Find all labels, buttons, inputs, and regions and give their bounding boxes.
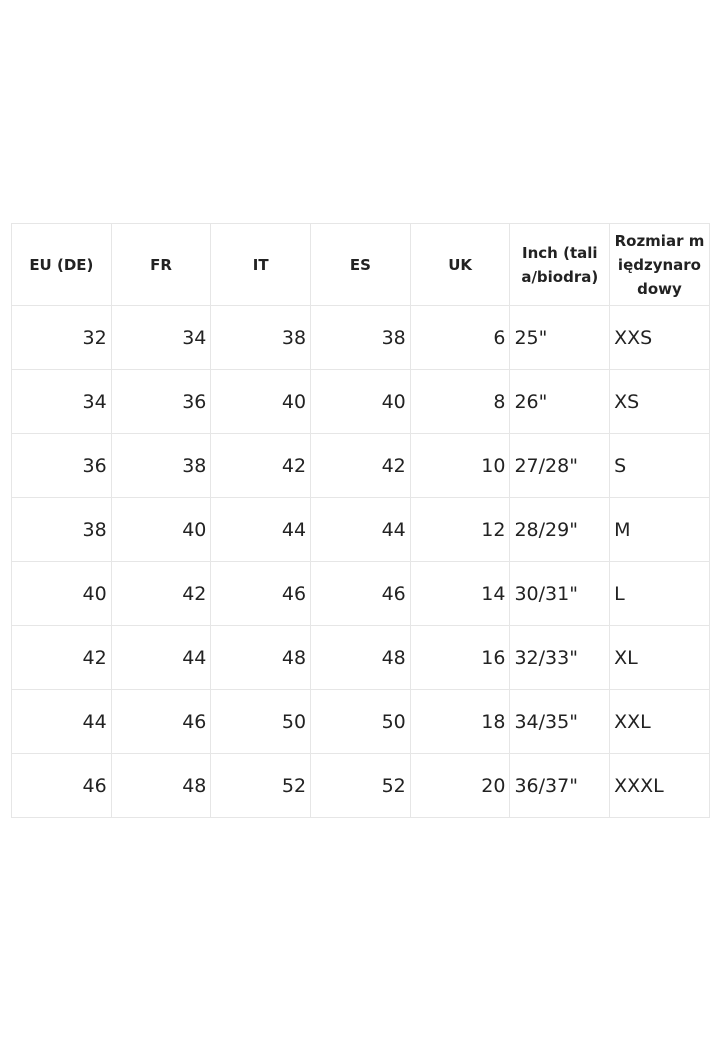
cell-it: 44 <box>211 498 311 562</box>
cell-eu: 40 <box>12 562 112 626</box>
cell-fr: 34 <box>111 306 211 370</box>
cell-eu: 32 <box>12 306 112 370</box>
cell-inch: 36/37" <box>510 754 610 818</box>
cell-it: 38 <box>211 306 311 370</box>
cell-eu: 36 <box>12 434 112 498</box>
header-eu-de: EU (DE) <box>12 224 112 306</box>
table-row <box>12 498 710 562</box>
cell-uk: 10 <box>410 434 510 498</box>
cell-inch: 26" <box>510 370 610 434</box>
cell-fr: 36 <box>111 370 211 434</box>
cell-inch: 28/29" <box>510 498 610 562</box>
cell-es: 40 <box>311 370 411 434</box>
cell-international: L <box>610 562 710 626</box>
header-it: IT <box>211 224 311 306</box>
cell-es: 44 <box>311 498 411 562</box>
header-es: ES <box>311 224 411 306</box>
cell-it: 40 <box>211 370 311 434</box>
cell-uk: 18 <box>410 690 510 754</box>
header-international-size: Rozmiar międzynarodowy <box>610 224 710 306</box>
table-row <box>12 434 710 498</box>
cell-it: 50 <box>211 690 311 754</box>
cell-fr: 40 <box>111 498 211 562</box>
header-uk: UK <box>410 224 510 306</box>
cell-inch: 32/33" <box>510 626 610 690</box>
cell-it: 46 <box>211 562 311 626</box>
cell-international: XXXL <box>610 754 710 818</box>
table-row <box>12 690 710 754</box>
cell-es: 50 <box>311 690 411 754</box>
table-row <box>12 562 710 626</box>
cell-uk: 14 <box>410 562 510 626</box>
cell-fr: 38 <box>111 434 211 498</box>
header-inch: Inch (talia/biodra) <box>510 224 610 306</box>
cell-inch: 34/35" <box>510 690 610 754</box>
table-body <box>12 306 710 818</box>
table-row <box>12 626 710 690</box>
cell-uk: 20 <box>410 754 510 818</box>
cell-inch: 25" <box>510 306 610 370</box>
header-row <box>12 224 710 306</box>
cell-fr: 48 <box>111 754 211 818</box>
cell-fr: 46 <box>111 690 211 754</box>
cell-international: S <box>610 434 710 498</box>
cell-uk: 12 <box>410 498 510 562</box>
cell-inch: 27/28" <box>510 434 610 498</box>
cell-inch: 30/31" <box>510 562 610 626</box>
cell-eu: 34 <box>12 370 112 434</box>
cell-fr: 44 <box>111 626 211 690</box>
cell-es: 48 <box>311 626 411 690</box>
cell-uk: 8 <box>410 370 510 434</box>
table-header <box>12 224 710 306</box>
cell-it: 48 <box>211 626 311 690</box>
cell-it: 52 <box>211 754 311 818</box>
cell-es: 52 <box>311 754 411 818</box>
cell-eu: 46 <box>12 754 112 818</box>
header-fr: FR <box>111 224 211 306</box>
cell-es: 42 <box>311 434 411 498</box>
cell-uk: 16 <box>410 626 510 690</box>
size-conversion-table <box>11 223 710 818</box>
cell-international: XXL <box>610 690 710 754</box>
cell-international: XL <box>610 626 710 690</box>
cell-eu: 38 <box>12 498 112 562</box>
cell-eu: 44 <box>12 690 112 754</box>
table-row <box>12 370 710 434</box>
cell-international: XS <box>610 370 710 434</box>
table-row <box>12 306 710 370</box>
cell-es: 46 <box>311 562 411 626</box>
cell-it: 42 <box>211 434 311 498</box>
cell-international: M <box>610 498 710 562</box>
cell-international: XXS <box>610 306 710 370</box>
cell-es: 38 <box>311 306 411 370</box>
cell-eu: 42 <box>12 626 112 690</box>
cell-uk: 6 <box>410 306 510 370</box>
table-row <box>12 754 710 818</box>
cell-fr: 42 <box>111 562 211 626</box>
